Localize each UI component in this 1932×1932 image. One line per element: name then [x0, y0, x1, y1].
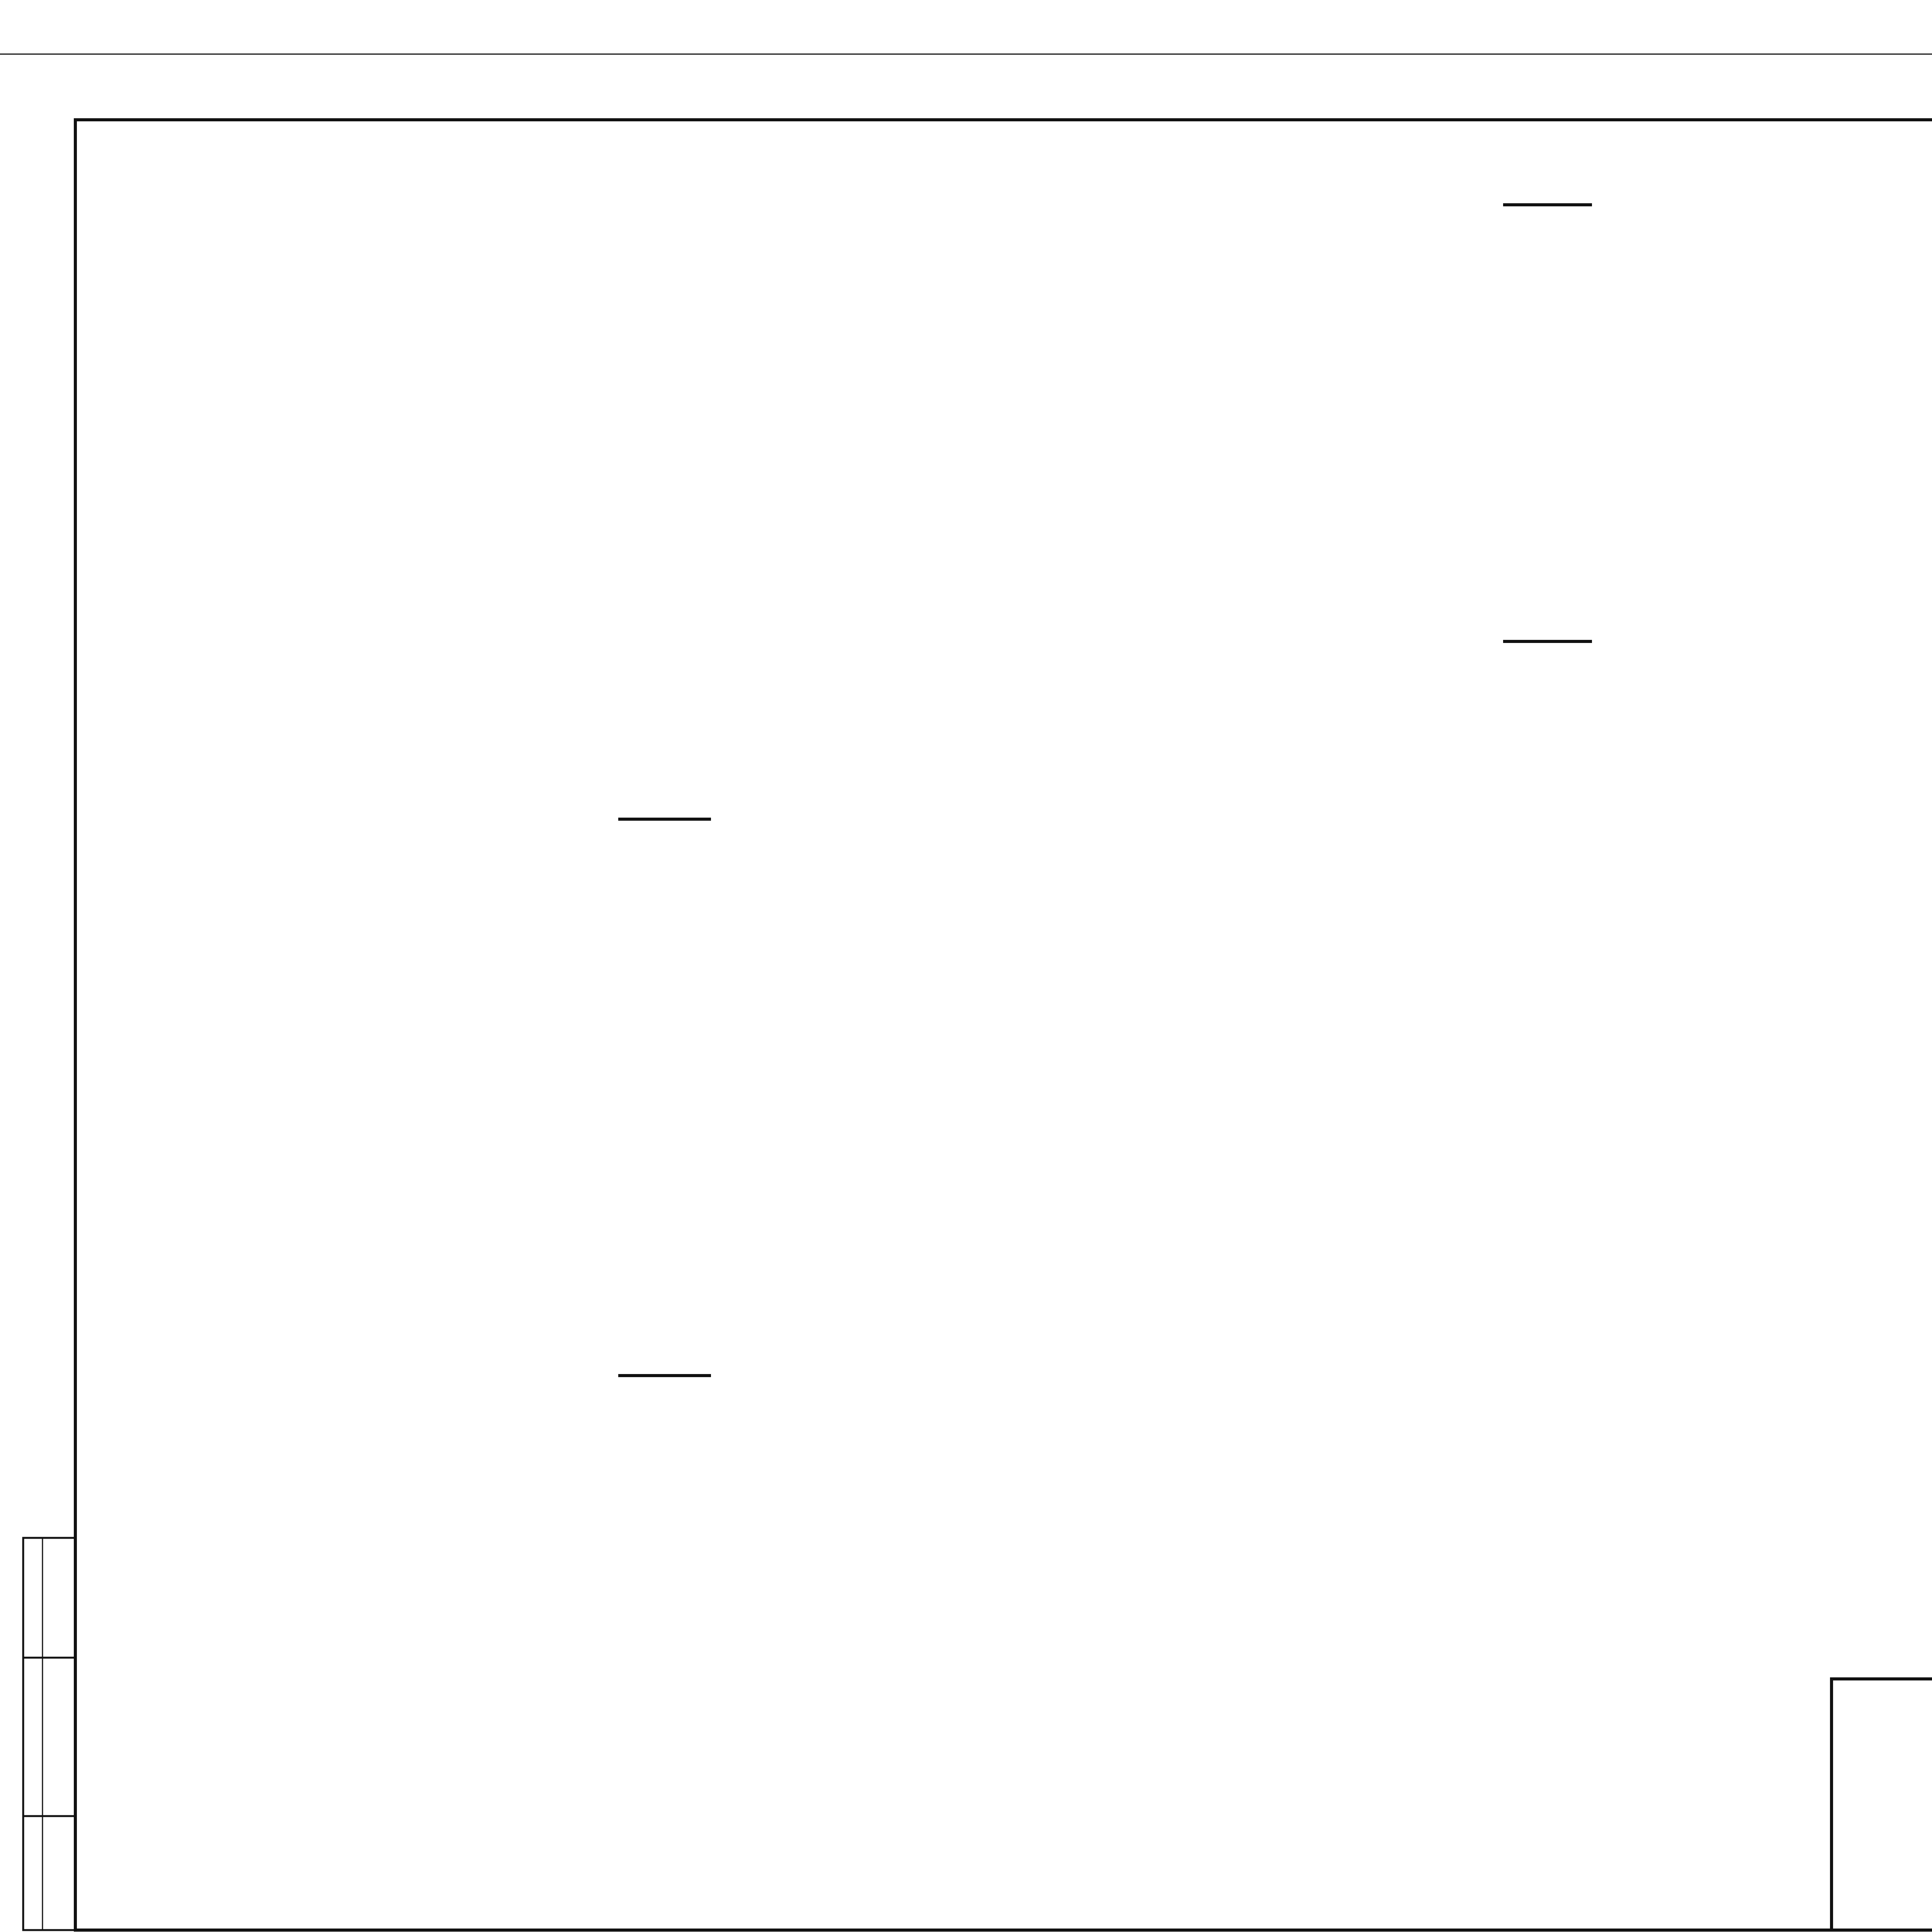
sheet-frame	[75, 120, 1932, 1930]
side-stamp	[23, 1538, 75, 1930]
title-stamp	[1832, 1540, 1932, 1930]
